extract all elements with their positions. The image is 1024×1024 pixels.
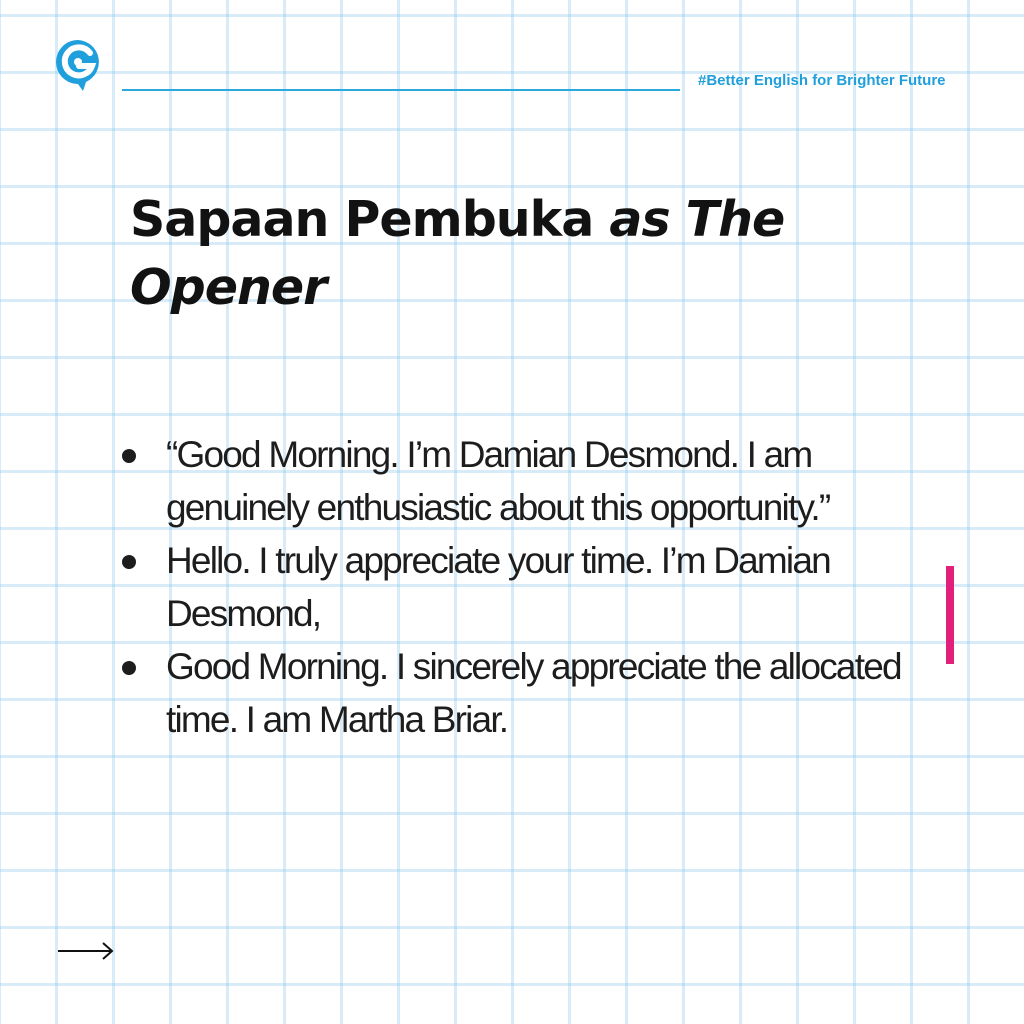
bullet-dot-icon	[122, 555, 136, 569]
header-divider	[122, 89, 680, 91]
list-item-text: Hello. I truly appreciate your time. I’m Damian Desmond,	[166, 540, 830, 634]
list-item	[120, 534, 940, 640]
accent-bar	[946, 566, 954, 664]
title-main: Sapaan Pembuka	[130, 191, 610, 248]
bullet-dot-icon	[122, 449, 136, 463]
title-italic: as The Opener	[130, 191, 785, 316]
brand-logo-icon	[52, 36, 104, 92]
tagline: #Better English for Brighter Future	[698, 72, 946, 89]
list-item	[120, 428, 940, 534]
bullet-dot-icon	[122, 661, 136, 675]
greeting-list	[120, 428, 940, 746]
list-item-text: Good Morning. I sincerely appreciate the allocated time. I am Martha Briar.	[166, 646, 901, 740]
list-item-text: “Good Morning. I’m Damian Desmond. I am genuinely enthusiastic about this opportunity.”	[166, 434, 830, 528]
page-title	[130, 186, 930, 322]
arrow-right-icon[interactable]	[56, 936, 116, 966]
list-item	[120, 640, 940, 746]
